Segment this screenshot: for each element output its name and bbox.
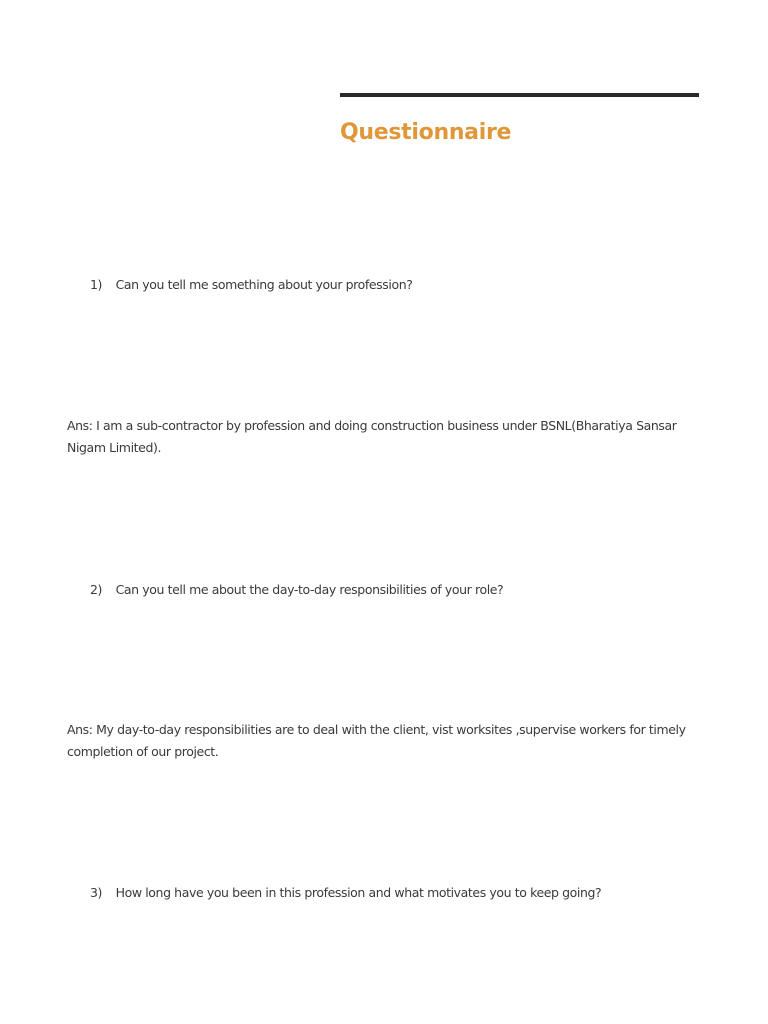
question-number: 1) bbox=[90, 277, 103, 292]
question-3 bbox=[90, 885, 601, 900]
question-2 bbox=[90, 582, 503, 597]
answer-2: Ans: My day-to-day responsibilities are to deal with the client, vist worksites ,supervise workers for timely completion of our project. bbox=[67, 722, 686, 759]
question-text: Can you tell me something about your profession? bbox=[115, 277, 413, 292]
question-number: 3) bbox=[90, 885, 103, 900]
answer-1: Ans: I am a sub-contractor by profession and doing construction business under BSNL(Bharatiya Sansar Nigam Limited). bbox=[67, 418, 677, 455]
question-number: 2) bbox=[90, 582, 103, 597]
header-rule bbox=[340, 93, 699, 97]
question-1 bbox=[90, 277, 412, 292]
question-text: How long have you been in this profession and what motivates you to keep going? bbox=[115, 885, 602, 900]
question-text: Can you tell me about the day-to-day responsibilities of your role? bbox=[115, 582, 504, 597]
page-title: Questionnaire bbox=[340, 120, 512, 145]
